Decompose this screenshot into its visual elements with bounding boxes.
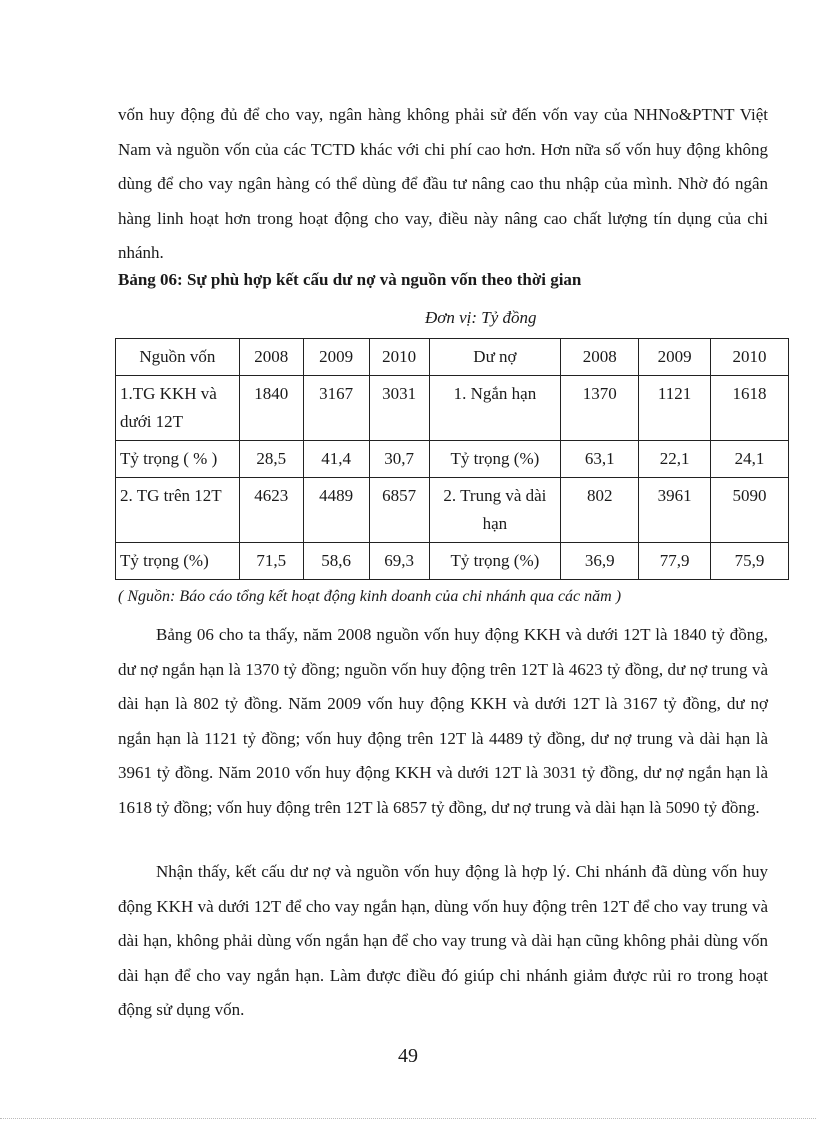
table-row — [116, 376, 789, 441]
table-cell: 3961 — [639, 478, 711, 543]
header-cell: 2010 — [369, 339, 429, 376]
table-row — [116, 543, 789, 580]
table-cell: 30,7 — [369, 441, 429, 478]
header-cell: 2009 — [303, 339, 369, 376]
table-cell: 6857 — [369, 478, 429, 543]
table-cell: 58,6 — [303, 543, 369, 580]
header-cell: 2009 — [639, 339, 711, 376]
table-cell: 22,1 — [639, 441, 711, 478]
source-note: ( Nguồn: Báo cáo tổng kết hoạt động kinh doanh của chi nhánh qua các năm ) — [118, 588, 622, 605]
table-cell: 2. Trung và dài hạn — [429, 478, 561, 543]
funding-loan-table — [115, 338, 789, 580]
unit-label: Đơn vị: Tỷ đồng — [425, 308, 537, 327]
conclusion-paragraph: Nhận thấy, kết cấu dư nợ và nguồn vốn huy động là hợp lý. Chi nhánh đã dùng vốn huy động KKH và dưới 12T để cho vay ngắn hạn, dùng vốn huy động trên 12T để cho vay trung và dài hạn, không phải dùng vốn ngắn hạn để cho vay trung và dài hạn cũng không phải dùng vốn dài hạn để cho vay ngắn hạn. Làm được điều đó giúp chi nhánh giảm được rủi ro trong hoạt động sử dụng vốn. — [118, 862, 768, 1019]
page-number: 49 — [398, 1045, 418, 1067]
header-cell: 2008 — [239, 339, 303, 376]
table-header-row — [116, 339, 789, 376]
table-cell: 5090 — [711, 478, 789, 543]
table-cell: 3031 — [369, 376, 429, 441]
table-cell: 41,4 — [303, 441, 369, 478]
table-cell: 2. TG trên 12T — [116, 478, 240, 543]
table-cell: 24,1 — [711, 441, 789, 478]
table-cell: 77,9 — [639, 543, 711, 580]
table-cell: 75,9 — [711, 543, 789, 580]
table-cell: Tỷ trọng ( % ) — [116, 441, 240, 478]
table-cell: 36,9 — [561, 543, 639, 580]
table-row — [116, 478, 789, 543]
page-bottom-divider — [0, 1118, 816, 1119]
table-cell: 4489 — [303, 478, 369, 543]
header-cell: 2008 — [561, 339, 639, 376]
table-cell: 63,1 — [561, 441, 639, 478]
header-cell: Nguồn vốn — [116, 339, 240, 376]
table-caption: Bảng 06: Sự phù hợp kết cấu dư nợ và nguồn vốn theo thời gian — [118, 270, 582, 289]
table-cell: 1840 — [239, 376, 303, 441]
table-cell: 1.TG KKH và dưới 12T — [116, 376, 240, 441]
table-cell: 3167 — [303, 376, 369, 441]
table-cell: Tỷ trọng (%) — [429, 543, 561, 580]
table-cell: 69,3 — [369, 543, 429, 580]
table-cell: 71,5 — [239, 543, 303, 580]
intro-paragraph: vốn huy động đủ để cho vay, ngân hàng không phải sử đến vốn vay của NHNo&PTNT Việt Nam và nguồn vốn của các TCTD khác với chi phí cao hơn. Hơn nữa số vốn huy động không dùng để cho vay ngân hàng có thể dùng để đầu tư nâng cao thu nhập của mình. Nhờ đó ngân hàng linh hoạt hơn trong hoạt động cho vay, điều này nâng cao chất lượng tín dụng của chi nhánh. — [118, 105, 768, 262]
table-cell: 28,5 — [239, 441, 303, 478]
table-cell: 1. Ngắn hạn — [429, 376, 561, 441]
table-cell: 4623 — [239, 478, 303, 543]
table-cell: 1370 — [561, 376, 639, 441]
table-cell: 1618 — [711, 376, 789, 441]
table-cell: 802 — [561, 478, 639, 543]
header-cell: Dư nợ — [429, 339, 561, 376]
table-cell: Tỷ trọng (%) — [116, 543, 240, 580]
table-cell: Tỷ trọng (%) — [429, 441, 561, 478]
header-cell: 2010 — [711, 339, 789, 376]
table-cell: 1121 — [639, 376, 711, 441]
analysis-paragraph: Bảng 06 cho ta thấy, năm 2008 nguồn vốn huy động KKH và dưới 12T là 1840 tỷ đồng, dư nợ ngắn hạn là 1370 tỷ đồng; nguồn vốn huy động trên 12T là 4623 tỷ đồng, dư nợ trung và dài hạn là 802 tỷ đồng. Năm 2009 vốn huy động KKH và dưới 12T là 3167 tỷ đồng, dư nợ ngắn hạn là 1121 tỷ đồng; vốn huy động trên 12T là 4489 tỷ đồng, dư nợ trung và dài hạn là 3961 tỷ đồng. Năm 2010 vốn huy động KKH và dưới 12T là 3031 tỷ đồng, dư nợ ngắn hạn là 1618 tỷ đồng; vốn huy động trên 12T là 6857 tỷ đồng, dư nợ trung và dài hạn là 5090 tỷ đồng. — [118, 625, 768, 817]
table-row — [116, 441, 789, 478]
